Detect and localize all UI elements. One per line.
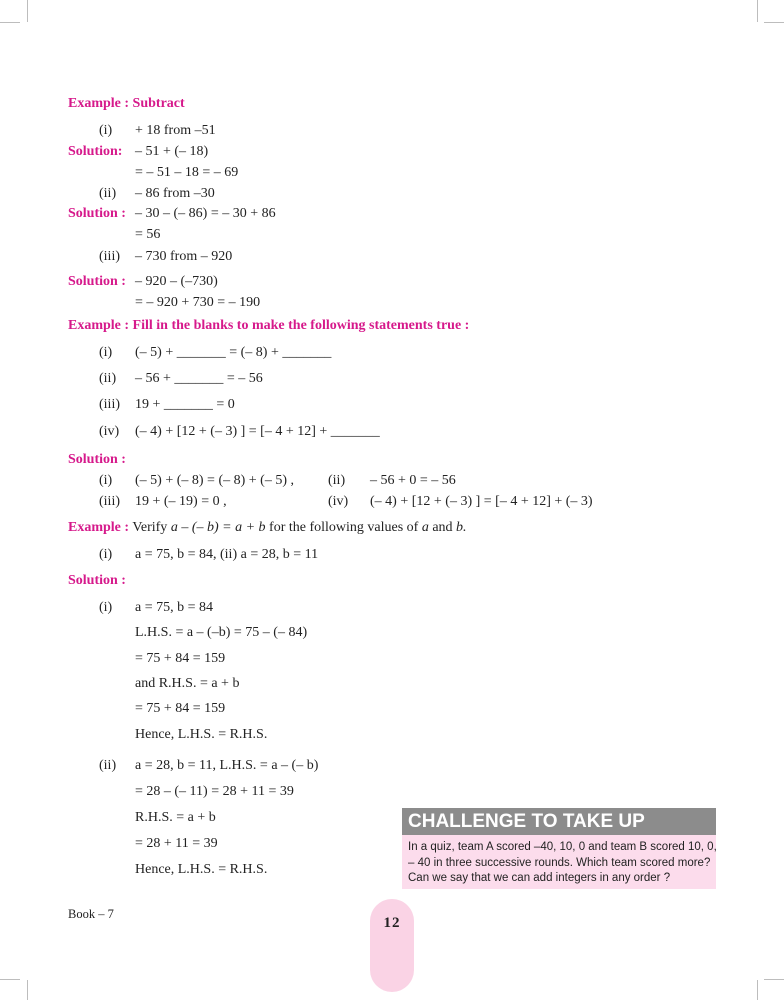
solution-line: = 56 xyxy=(135,227,161,242)
item-text: – 86 from –30 xyxy=(135,186,215,201)
example-statement-verify xyxy=(68,519,467,537)
statement-text: Verify xyxy=(132,520,168,535)
item-number: (iii) xyxy=(99,249,120,264)
solution-label: Solution: xyxy=(68,144,123,159)
item-text: + 18 from –51 xyxy=(135,123,216,138)
item-text: a = 75, b = 84, (ii) a = 28, b = 11 xyxy=(135,547,319,562)
solution-line: = 75 + 84 = 159 xyxy=(135,651,226,666)
solution-line: a = 75, b = 84 xyxy=(135,600,214,615)
item-number: (ii) xyxy=(99,758,117,773)
challenge-text-line: – 40 in three successive rounds. Which team scored more? xyxy=(408,856,711,869)
challenge-body xyxy=(402,835,716,889)
item-number: (ii) xyxy=(99,371,117,386)
crop-mark xyxy=(764,979,784,980)
solution-line: Hence, L.H.S. = R.H.S. xyxy=(135,727,268,742)
crop-mark xyxy=(27,980,28,1000)
item-number: (iv) xyxy=(99,424,120,439)
crop-mark xyxy=(0,979,20,980)
book-label: Book – 7 xyxy=(68,907,114,921)
item-number: (i) xyxy=(99,345,113,360)
solution-line: = 28 + 11 = 39 xyxy=(135,836,218,851)
item-number: (ii) xyxy=(99,186,117,201)
item-number: (ii) xyxy=(328,473,346,488)
item-number: (i) xyxy=(99,600,113,615)
solution-line: – 30 – (– 86) = – 30 + 86 xyxy=(135,206,276,221)
item-text: (– 5) + _______ = (– 8) + _______ xyxy=(135,345,332,360)
item-number: (i) xyxy=(99,547,113,562)
example-heading-fill-blanks: Example : Fill in the blanks to make the following statements true : xyxy=(68,318,470,333)
solution-label: Solution : xyxy=(68,573,126,588)
statement-variable: a xyxy=(421,520,429,535)
challenge-text-line: In a quiz, team A scored –40, 10, 0 and team B scored 10, 0, xyxy=(408,841,717,853)
solution-line: L.H.S. = a – (–b) = 75 – (– 84) xyxy=(135,625,308,640)
item-text: 19 + _______ = 0 xyxy=(135,397,235,412)
statement-formula: a – (– b) = a + b xyxy=(170,520,266,535)
item-number: (iv) xyxy=(328,494,349,509)
solution-line: – 56 + 0 = – 56 xyxy=(370,473,456,488)
item-number: (iii) xyxy=(99,494,120,509)
challenge-text-line: Can we say that we can add integers in any order ? xyxy=(408,872,671,884)
page-number: 12 xyxy=(383,915,401,931)
example-label: Example : xyxy=(68,520,130,535)
crop-mark xyxy=(0,22,20,23)
item-text: – 730 from – 920 xyxy=(135,249,233,264)
crop-mark xyxy=(757,0,758,22)
item-text: (– 4) + [12 + (– 3) ] = [– 4 + 12] + _______ xyxy=(135,424,380,439)
solution-line: a = 28, b = 11, L.H.S. = a – (– b) xyxy=(135,758,319,773)
page-number-tab xyxy=(370,899,414,992)
example-heading-subtract: Example : Subtract xyxy=(68,96,185,111)
solution-line: = 75 + 84 = 159 xyxy=(135,701,226,716)
crop-mark xyxy=(764,22,784,23)
solution-line: 19 + (– 19) = 0 , xyxy=(135,494,227,509)
solution-line: = – 920 + 730 = – 190 xyxy=(135,295,261,310)
solution-label: Solution : xyxy=(68,274,126,289)
item-number: (i) xyxy=(99,473,113,488)
solution-line: R.H.S. = a + b xyxy=(135,810,216,825)
crop-mark xyxy=(27,0,28,22)
statement-text: and xyxy=(432,520,453,535)
item-number: (iii) xyxy=(99,397,120,412)
solution-label: Solution : xyxy=(68,206,126,221)
solution-line: Hence, L.H.S. = R.H.S. xyxy=(135,862,268,877)
statement-variable: b. xyxy=(456,520,467,535)
solution-line: (– 4) + [12 + (– 3) ] = [– 4 + 12] + (– 3) xyxy=(370,494,593,509)
solution-line: (– 5) + (– 8) = (– 8) + (– 5) , xyxy=(135,473,294,488)
solution-label: Solution : xyxy=(68,452,126,467)
solution-line: and R.H.S. = a + b xyxy=(135,676,240,691)
solution-line: = 28 – (– 11) = 28 + 11 = 39 xyxy=(135,784,294,799)
item-text: – 56 + _______ = – 56 xyxy=(135,371,263,386)
solution-line: – 920 – (–730) xyxy=(135,274,218,289)
item-number: (i) xyxy=(99,123,113,138)
challenge-title: CHALLENGE TO TAKE UP xyxy=(402,808,716,835)
crop-mark xyxy=(757,980,758,1000)
solution-line: = – 51 – 18 = – 69 xyxy=(135,165,239,180)
solution-line: – 51 + (– 18) xyxy=(135,144,209,159)
statement-text: for the following values of xyxy=(269,520,419,535)
